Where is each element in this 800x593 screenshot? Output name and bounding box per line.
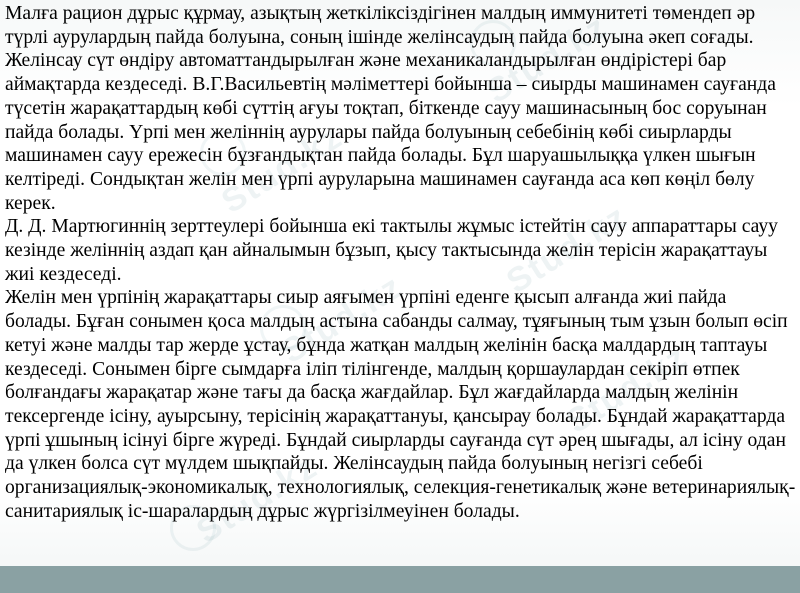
watermark: Stud.kz — [189, 447, 325, 551]
paragraph: Д. Д. Мартюгиннің зерттеулері бойынша екі тактылы жұмыс істейтін сауу аппараттары сауу кезінде желіннің аздап қан айналымын бұзып, қысу тактысында желін терісін жарақаттауы жиі кездеседі. — [5, 216, 778, 285]
document-body — [5, 2, 797, 523]
watermark: Stud.kz — [214, 117, 350, 221]
paragraph: Малға рацион дұрыс құрмау, азықтың жеткіліксіздігінен малдың иммунитеті төмендеп әр түрлі аурулардың пайда болуына, соның ішінде желінсаудың пайда болуына әкеп соғады. Желінсау сүт өндіру автоматтандырылған және механикаландырылған өндірістері бар аймақтарда кездеседі. В.Г.Васильевтің мәліметтері бойынша – сиырды машинамен сауғанда түсетін жарақаттардың көбі сүттің ағуы тоқтап, біткенде сауу машинасының бос соруынан пайда болады. Үрпі мен желіннің аурулары пайда болуының себебінің көбі сиырларды машинамен сауу ережесін бұзғандықтан пайда болады. Бұл шаруашылыққа үлкен шығын келтіреді. Сондықтан желін мен үрпі ауруларына машинамен сауғанда аса көп көңіл бөлу керек. — [5, 3, 776, 214]
watermark: Stud.kz — [479, 7, 615, 111]
watermark: Stud.kz — [274, 267, 410, 371]
footer-bar — [0, 566, 800, 593]
paragraph: Желін мен үрпінің жарақаттары сиыр аяғымен үрпіні еденге қысып алғанда жиі пайда болады. Бұған сонымен қоса малдың астына сабанды салмау, тұяғының тым ұзын болып өсіп кетуі және малды тар жерде ұстау, бұнда жатқан малдың желінін басқа малдардың таптауы кездеседі. Сонымен бірге сымдарға іліп тілінгенде, малдың қоршаулардан секіріп өтпек болғандағы жарақатар және тағы да басқа жағдайлар. Бұл жағдайларда малдың желінін тексергенде ісіну, ауырсыну, терісінің жарақаттануы, қансырау болады. Бұндай жарақаттарда үрпі ұшының ісінуі бірге жүреді. Бұндай сиырларды сауғанда сүт әрең шығады, ал ісіну одан да үлкен болса сүт мүлдем шықпайды. Желінсаудың пайда болуының негізгі себебі организациялық-экономикалық, технологиялық, селекция-генетикалық және ветеринариялық-санитариялық іс-шаралардың дұрыс жүргізілмеуінен болады. — [5, 287, 796, 522]
watermark: Stud.kz — [499, 197, 635, 301]
watermark: Stud.kz — [559, 337, 695, 441]
